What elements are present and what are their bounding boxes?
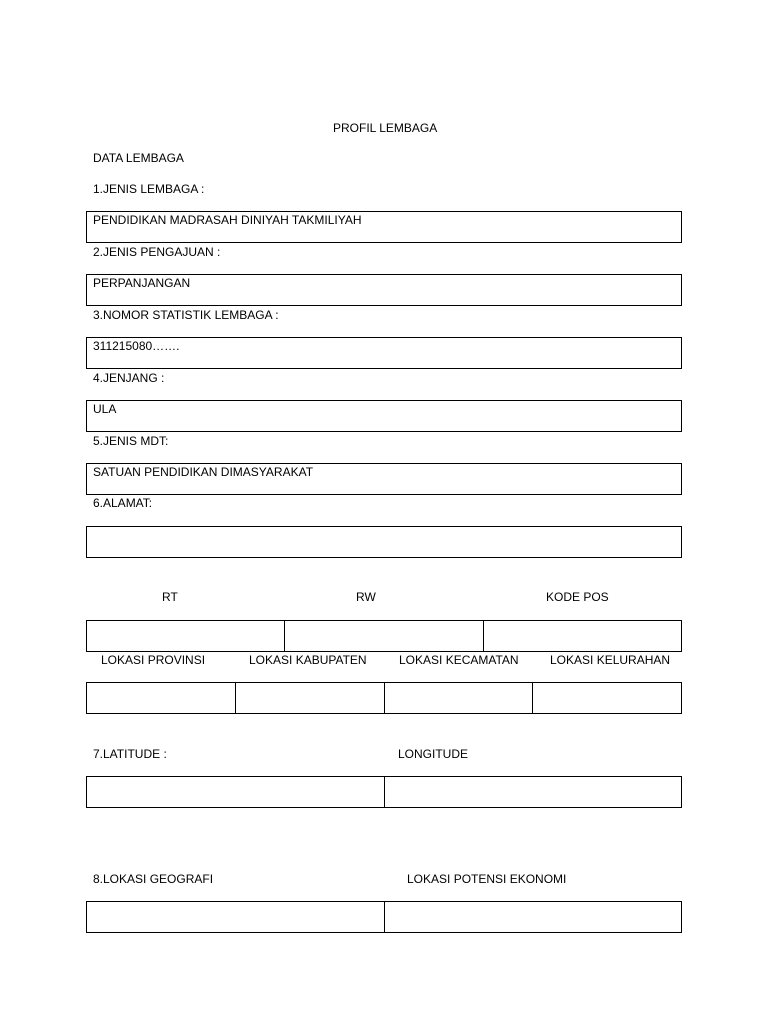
field-latitude[interactable] <box>87 777 384 807</box>
label-alamat: 6.ALAMAT: <box>93 496 153 510</box>
field-lokasi-kelurahan[interactable] <box>532 683 681 713</box>
field-lokasi-geografi[interactable] <box>87 902 384 932</box>
label-rt: RT <box>162 590 178 604</box>
label-nomor-statistik: 3.NOMOR STATISTIK LEMBAGA : <box>93 308 279 322</box>
field-lokasi-kecamatan[interactable] <box>384 683 533 713</box>
value-jenjang: ULA <box>93 402 117 416</box>
field-rw[interactable] <box>284 621 482 651</box>
label-latitude: 7.LATITUDE : <box>93 747 167 761</box>
value-nomor-statistik: 311215080……. <box>93 339 180 353</box>
label-jenjang: 4.JENJANG : <box>93 371 165 385</box>
label-longitude: LONGITUDE <box>398 747 469 761</box>
label-lokasi-geografi: 8.LOKASI GEOGRAFI <box>93 872 214 886</box>
label-lokasi-provinsi: LOKASI PROVINSI <box>101 653 206 667</box>
field-jenis-pengajuan[interactable] <box>86 274 682 306</box>
label-rw: RW <box>356 590 376 604</box>
value-jenis-pengajuan: PERPANJANGAN <box>93 276 191 290</box>
label-jenis-mdt: 5.JENIS MDT: <box>93 434 169 448</box>
label-jenis-lembaga: 1.JENIS LEMBAGA : <box>93 182 205 196</box>
label-lokasi-kabupaten: LOKASI KABUPATEN <box>249 653 367 667</box>
field-alamat[interactable] <box>86 526 682 558</box>
location-row <box>86 682 682 714</box>
value-jenis-mdt: SATUAN PENDIDIKAN DIMASYARAKAT <box>93 465 314 479</box>
label-jenis-pengajuan: 2.JENIS PENGAJUAN : <box>93 245 221 259</box>
field-nomor-statistik[interactable] <box>86 337 682 369</box>
field-jenjang[interactable] <box>86 400 682 432</box>
field-lokasi-kabupaten[interactable] <box>235 683 384 713</box>
address-row <box>86 620 682 652</box>
field-kode-pos[interactable] <box>483 621 681 651</box>
page-title: PROFIL LEMBAGA <box>333 121 438 135</box>
label-lokasi-kelurahan: LOKASI KELURAHAN <box>550 653 671 667</box>
geography-row <box>86 901 682 933</box>
field-rt[interactable] <box>87 621 284 651</box>
label-lokasi-potensi-ekonomi: LOKASI POTENSI EKONOMI <box>407 872 567 886</box>
label-lokasi-kecamatan: LOKASI KECAMATAN <box>399 653 519 667</box>
section-heading: DATA LEMBAGA <box>93 151 184 165</box>
value-jenis-lembaga: PENDIDIKAN MADRASAH DINIYAH TAKMILIYAH <box>93 213 362 227</box>
field-jenis-lembaga[interactable] <box>86 211 682 243</box>
field-lokasi-potensi-ekonomi[interactable] <box>384 902 682 932</box>
field-longitude[interactable] <box>384 777 682 807</box>
coordinates-row <box>86 776 682 808</box>
field-jenis-mdt[interactable] <box>86 463 682 495</box>
label-kode-pos: KODE POS <box>546 590 609 604</box>
field-lokasi-provinsi[interactable] <box>87 683 235 713</box>
